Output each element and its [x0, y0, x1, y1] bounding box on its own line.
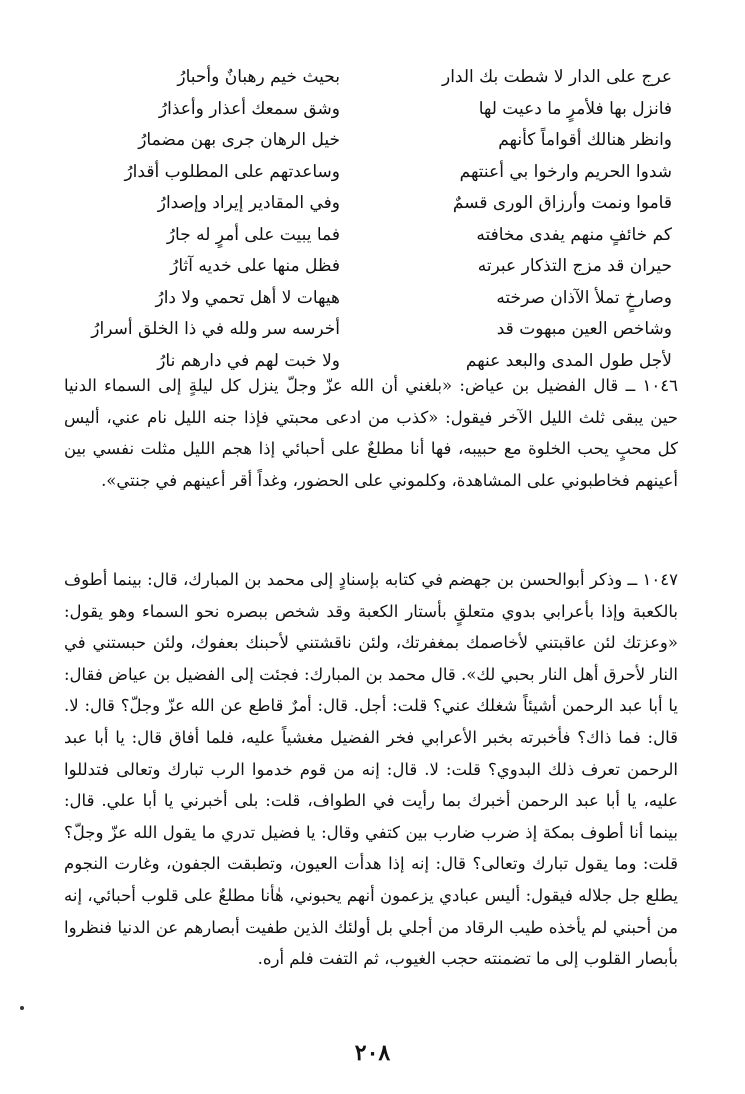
verse-second-hemistich: ولا خبت لهم في دارهم نارُ — [157, 350, 340, 371]
poem-verse — [60, 251, 672, 283]
verse-second-hemistich: وساعدتهم على المطلوب أقدارُ — [124, 161, 340, 182]
poem-verse — [60, 283, 672, 315]
verse-first-hemistich: وشاخص العين مبهوت قد — [496, 319, 672, 339]
verse-first-hemistich: لأجل طول المدى والبعد عنهم — [465, 350, 672, 371]
poem-verse — [60, 188, 672, 220]
poem-verse — [60, 125, 672, 157]
verse-second-hemistich: فظل منها على خديه آثارُ — [170, 256, 340, 276]
page-number: ٢٠٨ — [354, 1040, 391, 1066]
verse-second-hemistich: فما يبيت على أمرٍ له جارُ — [166, 224, 340, 245]
poem-verse — [60, 157, 672, 189]
paragraph-1046: ١٠٤٦ ــ قال الفضيل بن عياض: «بلغني أن الله عزّ وجلّ ينزل كل ليلةٍ إلى السماء الدنيا حين يبقى ثلث الليل الآخر فيقول: «كذب من ادعى محبتي فإذا جنه الليل نام عني، أليس كل محبٍ يحب الخلوة مع حبيبه، فها أنا مطلعٌ على أحبائي إذا هجم الليل مثلت نفسي بين أعينهم فخاطبوني على المشاهدة، وكلموني على الحضور، وغداً أقر أعينهم في جنتي». — [64, 376, 678, 490]
paragraph-1047: ١٠٤٧ ــ وذكر أبوالحسن بن جهضم في كتابه بإسنادٍ إلى محمد بن المبارك، قال: بينما أطوف بالكعبة وإذا بأعرابي بدوي متعلقٍ بأستار الكعبة وقد شخص ببصره نحو السماء وهو يقول: «وعزتك لئن عاقبتني لأخاصمك بمغفرتك، ولئن ناقشتني لأحبنك بعفوك، ولئن حبستني في النار لأحرق أهل النار بحبي لك». قال محمد بن المبارك: فجئت إلى الفضيل بن عياض فقال: يا أبا عبد الرحمن أشيئاً شغلك عني؟ قلت: أجل. قال: أمرٌ قاطع عن الله عزّ وجلّ؟ قال: لا. قال: فما ذاك؟ فأخبرته بخبر الأعرابي فخر الفضيل مغشياً عليه، فلما أفاق قال: يا أبا عبد الرحمن تعرف ذلك البدوي؟ قلت: لا. قال: إنه من قوم خدموا الرب تبارك وتعالى فتدللوا عليه، يا أبا عبد الرحمن أخبرك بما رأيت في الطواف، قلت: بلى أخبرني يا أبا علي. قال: بينما أنا أطوف بمكة إذ ضرب ضارب بين كتفي وقال: يا فضيل تدري ما يقول الله عزّ وجلّ؟ قلت: وما يقول تبارك وتعالى؟ قال: إنه إذا هدأت العيون، وتطبقت الجفون، وغارت النجوم يطلع جل جلاله فيقول: أليس عبادي يزعمون أنهم يحبوني، هٰأنا مطلعٌ على قلوب أحبائي، إنه من أحبني لم يأخذه طيب الرقاد من أجلي بل أولئك الذين طفيت أبصارهم عن الدنيا فنظروا بأبصار القلوب إلى ما تضمنته حجب الغيوب، ثم التفت فلم أره. — [63, 570, 678, 969]
verse-second-hemistich: خيل الرهان جرى بهن مضمارُ — [138, 130, 340, 150]
verse-second-hemistich: هيهات لا أهل تحمي ولا دارُ — [155, 287, 340, 308]
poem-verse — [60, 94, 672, 126]
verse-first-hemistich: فانزل بها فلأمرٍ ما دعيت لها — [478, 98, 672, 119]
verse-first-hemistich: كم خائفٍ منهم يفدى مخافته — [476, 224, 672, 245]
poem-block — [60, 62, 672, 377]
verse-second-hemistich: وفي المقادير إيراد وإصدارُ — [157, 193, 340, 213]
verse-first-hemistich: قاموا ونمت وأرزاق الورى قسمٌ — [452, 193, 672, 213]
poem-verse — [60, 62, 672, 94]
verse-first-hemistich: حيران قد مزج التذكار عبرته — [477, 256, 672, 276]
verse-first-hemistich: وانظر هنالك أقواماً كأنهم — [498, 130, 672, 150]
verse-first-hemistich: وصارخٍ تملأ الآذان صرخته — [496, 287, 672, 308]
verse-second-hemistich: أخرسه سر ولله في ذا الخلق أسرارُ — [91, 319, 340, 339]
verse-second-hemistich: وشق سمعك أعذار وأعذارُ — [158, 98, 340, 119]
margin-dot — [20, 1006, 24, 1010]
poem-verse — [60, 220, 672, 252]
poem-verse — [60, 314, 672, 346]
verse-first-hemistich: شدوا الحريم وارخوا بي أعنتهم — [459, 161, 672, 182]
verse-second-hemistich: بحيث خيم رهبانٌ وأحبارُ — [177, 67, 340, 87]
verse-first-hemistich: عرج على الدار لا شطت بك الدار — [441, 67, 672, 87]
